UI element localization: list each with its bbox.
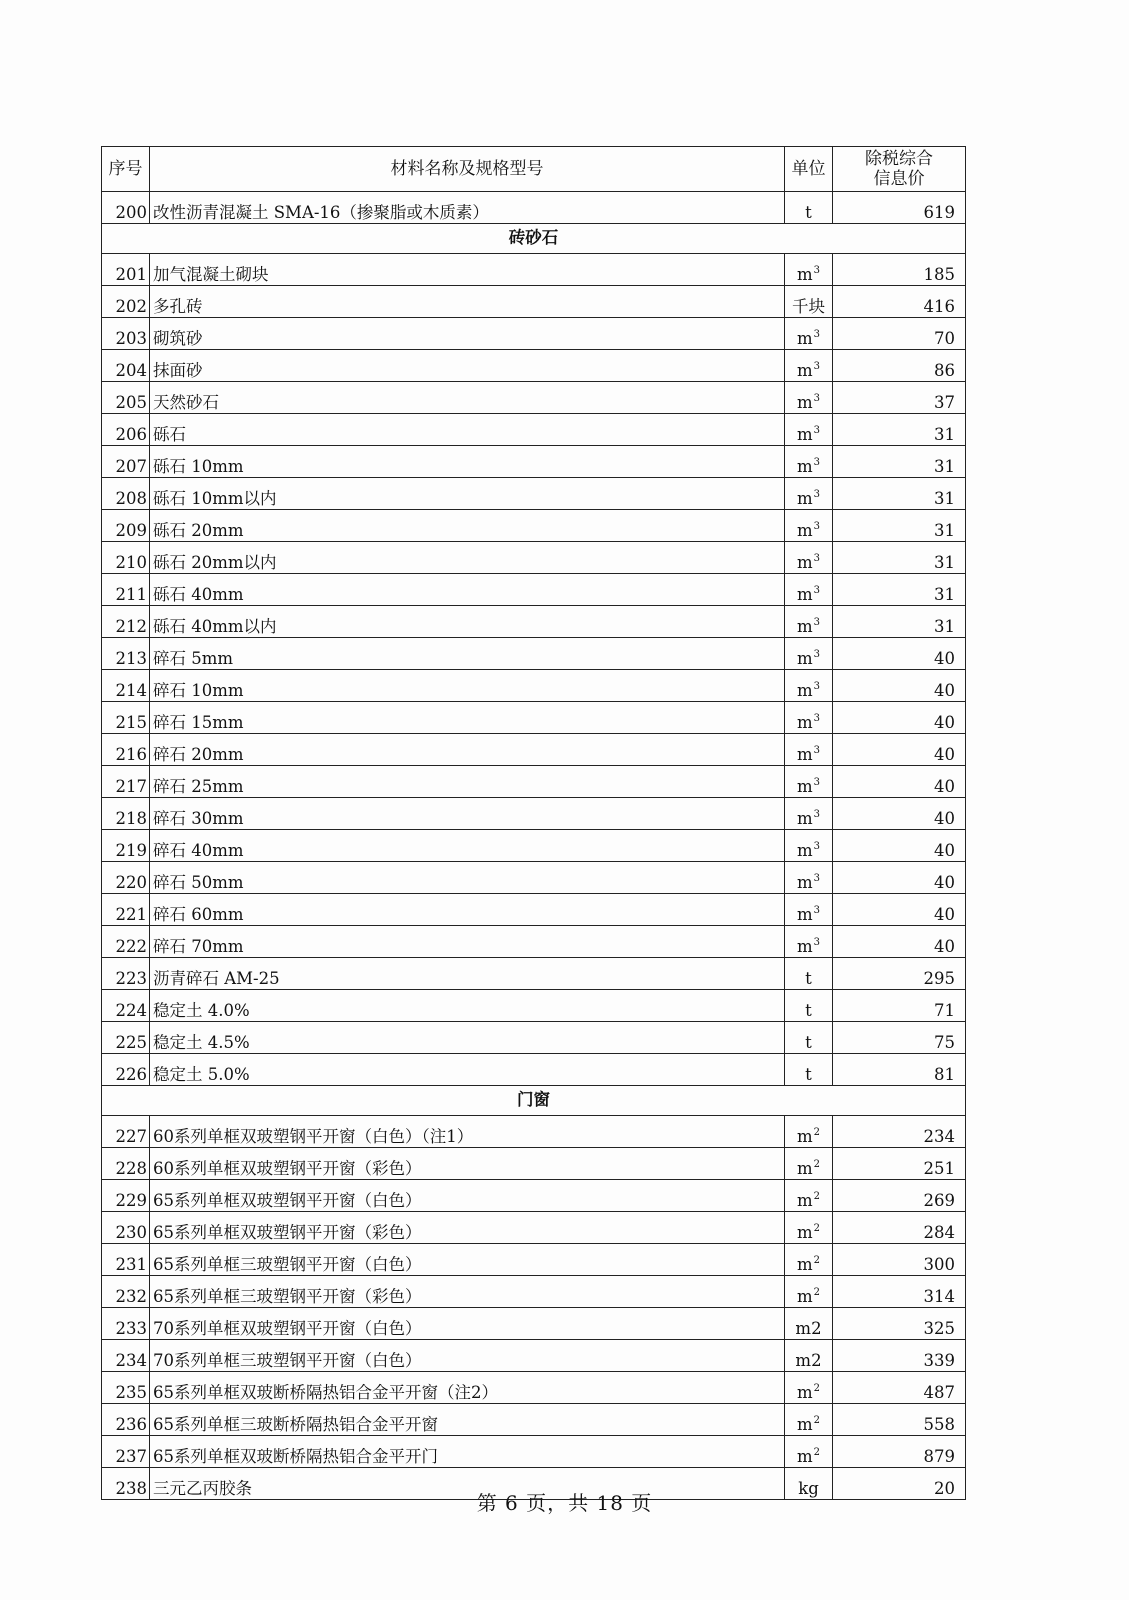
unit-text: m bbox=[796, 1126, 813, 1146]
unit-text: m bbox=[796, 584, 813, 604]
material-name: 70系列单框三玻塑钢平开窗（白色） bbox=[150, 1340, 785, 1372]
table-body bbox=[102, 192, 966, 1500]
price-value: 71 bbox=[833, 990, 966, 1022]
table-row bbox=[102, 1244, 966, 1276]
unit-exponent: 3 bbox=[813, 744, 821, 756]
unit-text: 千块 bbox=[792, 296, 825, 316]
row-number: 230 bbox=[102, 1212, 150, 1244]
unit-exponent: 3 bbox=[813, 776, 821, 788]
table-row bbox=[102, 990, 966, 1022]
table-row bbox=[102, 350, 966, 382]
table-row bbox=[102, 286, 966, 318]
material-name: 碎石 60mm bbox=[150, 894, 785, 926]
unit-exponent: 2 bbox=[813, 1382, 821, 1394]
price-value: 31 bbox=[833, 446, 966, 478]
table-row bbox=[102, 1212, 966, 1244]
section-row bbox=[102, 1086, 966, 1116]
price-value: 284 bbox=[833, 1212, 966, 1244]
price-value: 40 bbox=[833, 798, 966, 830]
material-name: 抹面砂 bbox=[150, 350, 785, 382]
material-name: 三元乙丙胶条 bbox=[150, 1468, 785, 1500]
unit-text: m bbox=[796, 616, 813, 636]
unit-exponent: 3 bbox=[813, 584, 821, 596]
table-row bbox=[102, 1180, 966, 1212]
row-number: 214 bbox=[102, 670, 150, 702]
unit-cell bbox=[785, 446, 833, 478]
unit-text: m bbox=[796, 392, 813, 412]
table-row bbox=[102, 318, 966, 350]
table-row bbox=[102, 414, 966, 446]
row-number: 204 bbox=[102, 350, 150, 382]
table-row bbox=[102, 766, 966, 798]
unit-cell bbox=[785, 542, 833, 574]
table-row bbox=[102, 1308, 966, 1340]
material-name: 砾石 bbox=[150, 414, 785, 446]
material-name: 砾石 10mm bbox=[150, 446, 785, 478]
unit-exponent: 3 bbox=[813, 872, 821, 884]
material-name: 碎石 5mm bbox=[150, 638, 785, 670]
row-number: 231 bbox=[102, 1244, 150, 1276]
material-name: 砾石 10mm以内 bbox=[150, 478, 785, 510]
header-name: 材料名称及规格型号 bbox=[150, 147, 785, 192]
row-number: 232 bbox=[102, 1276, 150, 1308]
unit-cell bbox=[785, 862, 833, 894]
row-number: 207 bbox=[102, 446, 150, 478]
unit-cell bbox=[785, 990, 833, 1022]
table-row bbox=[102, 1054, 966, 1086]
material-name: 改性沥青混凝土 SMA-16（掺聚脂或木质素） bbox=[150, 192, 785, 224]
row-number: 215 bbox=[102, 702, 150, 734]
unit-cell bbox=[785, 702, 833, 734]
header-price-line1: 除税综合 bbox=[865, 148, 933, 169]
material-name: 碎石 40mm bbox=[150, 830, 785, 862]
unit-cell bbox=[785, 958, 833, 990]
price-value: 31 bbox=[833, 414, 966, 446]
unit-cell bbox=[785, 1180, 833, 1212]
material-name: 稳定土 5.0% bbox=[150, 1054, 785, 1086]
unit-exponent: 2 bbox=[813, 1222, 821, 1234]
row-number: 226 bbox=[102, 1054, 150, 1086]
unit-cell bbox=[785, 734, 833, 766]
table-row bbox=[102, 894, 966, 926]
material-name: 60系列单框双玻塑钢平开窗（白色）（注1） bbox=[150, 1116, 785, 1148]
material-name: 砌筑砂 bbox=[150, 318, 785, 350]
price-value: 31 bbox=[833, 574, 966, 606]
row-number: 224 bbox=[102, 990, 150, 1022]
section-title: 砖砂石 bbox=[102, 224, 966, 254]
unit-cell bbox=[785, 1372, 833, 1404]
price-value: 70 bbox=[833, 318, 966, 350]
unit-cell bbox=[785, 254, 833, 286]
unit-exponent: 3 bbox=[813, 648, 821, 660]
row-number: 202 bbox=[102, 286, 150, 318]
row-number: 218 bbox=[102, 798, 150, 830]
unit-text: m bbox=[796, 712, 813, 732]
price-value: 75 bbox=[833, 1022, 966, 1054]
material-name: 砾石 40mm bbox=[150, 574, 785, 606]
material-name: 65系列单框三玻塑钢平开窗（彩色） bbox=[150, 1276, 785, 1308]
table-row bbox=[102, 446, 966, 478]
row-number: 219 bbox=[102, 830, 150, 862]
unit-cell bbox=[785, 414, 833, 446]
row-number: 228 bbox=[102, 1148, 150, 1180]
price-value: 314 bbox=[833, 1276, 966, 1308]
price-value: 40 bbox=[833, 734, 966, 766]
material-name: 碎石 15mm bbox=[150, 702, 785, 734]
price-value: 879 bbox=[833, 1436, 966, 1468]
unit-exponent: 3 bbox=[813, 424, 821, 436]
table-row bbox=[102, 574, 966, 606]
unit-exponent: 2 bbox=[813, 1126, 821, 1138]
unit-text: m bbox=[796, 328, 813, 348]
unit-text: m bbox=[796, 424, 813, 444]
unit-cell bbox=[785, 1148, 833, 1180]
unit-exponent: 3 bbox=[813, 520, 821, 532]
row-number: 200 bbox=[102, 192, 150, 224]
unit-cell bbox=[785, 1244, 833, 1276]
price-value: 558 bbox=[833, 1404, 966, 1436]
material-name: 稳定土 4.5% bbox=[150, 1022, 785, 1054]
unit-exponent: 3 bbox=[813, 616, 821, 628]
unit-text: m2 bbox=[795, 1350, 822, 1370]
table-row bbox=[102, 1148, 966, 1180]
row-number: 221 bbox=[102, 894, 150, 926]
unit-exponent: 2 bbox=[813, 1190, 821, 1202]
row-number: 236 bbox=[102, 1404, 150, 1436]
row-number: 227 bbox=[102, 1116, 150, 1148]
unit-text: m bbox=[796, 1446, 813, 1466]
unit-exponent: 3 bbox=[813, 904, 821, 916]
price-table bbox=[101, 146, 966, 1500]
unit-exponent: 3 bbox=[813, 328, 821, 340]
row-number: 237 bbox=[102, 1436, 150, 1468]
unit-cell bbox=[785, 1404, 833, 1436]
price-value: 251 bbox=[833, 1148, 966, 1180]
material-name: 沥青碎石 AM-25 bbox=[150, 958, 785, 990]
table-row bbox=[102, 1372, 966, 1404]
table-row bbox=[102, 862, 966, 894]
table-row bbox=[102, 254, 966, 286]
price-value: 31 bbox=[833, 510, 966, 542]
unit-cell bbox=[785, 638, 833, 670]
unit-cell bbox=[785, 1340, 833, 1372]
unit-exponent: 3 bbox=[813, 456, 821, 468]
unit-exponent: 2 bbox=[813, 1446, 821, 1458]
header-price-line2: 信息价 bbox=[873, 169, 925, 189]
page-number: 第 6 页，共 18 页 bbox=[476, 1491, 653, 1515]
unit-text: m bbox=[796, 1382, 813, 1402]
unit-cell bbox=[785, 670, 833, 702]
unit-exponent: 3 bbox=[813, 840, 821, 852]
row-number: 233 bbox=[102, 1308, 150, 1340]
material-name: 碎石 25mm bbox=[150, 766, 785, 798]
row-number: 203 bbox=[102, 318, 150, 350]
material-name: 砾石 40mm以内 bbox=[150, 606, 785, 638]
unit-cell bbox=[785, 574, 833, 606]
unit-cell bbox=[785, 350, 833, 382]
unit-cell bbox=[785, 894, 833, 926]
unit-exponent: 3 bbox=[813, 488, 821, 500]
price-value: 234 bbox=[833, 1116, 966, 1148]
unit-cell bbox=[785, 798, 833, 830]
unit-cell bbox=[785, 510, 833, 542]
unit-text: m bbox=[796, 1222, 813, 1242]
price-value: 40 bbox=[833, 670, 966, 702]
unit-text: m bbox=[796, 904, 813, 924]
unit-text: m bbox=[796, 360, 813, 380]
unit-text: m bbox=[796, 840, 813, 860]
unit-text: m bbox=[796, 744, 813, 764]
unit-cell bbox=[785, 830, 833, 862]
row-number: 234 bbox=[102, 1340, 150, 1372]
material-name: 砾石 20mm以内 bbox=[150, 542, 785, 574]
price-value: 300 bbox=[833, 1244, 966, 1276]
unit-text: m bbox=[796, 552, 813, 572]
row-number: 201 bbox=[102, 254, 150, 286]
price-value: 40 bbox=[833, 894, 966, 926]
header-no: 序号 bbox=[102, 147, 150, 192]
section-title: 门窗 bbox=[102, 1086, 966, 1116]
table-row bbox=[102, 542, 966, 574]
price-value: 40 bbox=[833, 702, 966, 734]
price-value: 31 bbox=[833, 606, 966, 638]
unit-cell bbox=[785, 1116, 833, 1148]
unit-exponent: 3 bbox=[813, 392, 821, 404]
unit-exponent: 2 bbox=[813, 1414, 821, 1426]
unit-exponent: 3 bbox=[813, 552, 821, 564]
unit-text: t bbox=[805, 968, 812, 988]
table-row bbox=[102, 670, 966, 702]
unit-exponent: 3 bbox=[813, 264, 821, 276]
price-value: 31 bbox=[833, 478, 966, 510]
unit-exponent: 2 bbox=[813, 1286, 821, 1298]
material-name: 60系列单框双玻塑钢平开窗（彩色） bbox=[150, 1148, 785, 1180]
material-name: 碎石 70mm bbox=[150, 926, 785, 958]
header-unit: 单位 bbox=[785, 147, 833, 192]
price-value: 325 bbox=[833, 1308, 966, 1340]
price-value: 31 bbox=[833, 542, 966, 574]
unit-text: m bbox=[796, 648, 813, 668]
unit-text: m bbox=[796, 520, 813, 540]
price-value: 185 bbox=[833, 254, 966, 286]
material-name: 65系列单框三玻断桥隔热铝合金平开窗 bbox=[150, 1404, 785, 1436]
price-value: 40 bbox=[833, 926, 966, 958]
unit-text: m bbox=[796, 264, 813, 284]
row-number: 235 bbox=[102, 1372, 150, 1404]
unit-text: m bbox=[796, 1254, 813, 1274]
row-number: 210 bbox=[102, 542, 150, 574]
unit-text: m bbox=[796, 488, 813, 508]
unit-cell bbox=[785, 1436, 833, 1468]
unit-text: m bbox=[796, 808, 813, 828]
material-name: 65系列单框双玻塑钢平开窗（彩色） bbox=[150, 1212, 785, 1244]
price-value: 37 bbox=[833, 382, 966, 414]
unit-exponent: 3 bbox=[813, 360, 821, 372]
unit-text: m bbox=[796, 776, 813, 796]
row-number: 223 bbox=[102, 958, 150, 990]
table-row bbox=[102, 830, 966, 862]
row-number: 213 bbox=[102, 638, 150, 670]
row-number: 206 bbox=[102, 414, 150, 446]
price-value: 295 bbox=[833, 958, 966, 990]
row-number: 209 bbox=[102, 510, 150, 542]
material-name: 多孔砖 bbox=[150, 286, 785, 318]
unit-cell bbox=[785, 478, 833, 510]
table-row bbox=[102, 192, 966, 224]
unit-text: t bbox=[805, 202, 812, 222]
table-row bbox=[102, 798, 966, 830]
price-value: 40 bbox=[833, 830, 966, 862]
unit-text: m2 bbox=[795, 1318, 822, 1338]
material-name: 65系列单框双玻断桥隔热铝合金平开门 bbox=[150, 1436, 785, 1468]
material-name: 天然砂石 bbox=[150, 382, 785, 414]
unit-exponent: 2 bbox=[813, 1254, 821, 1266]
unit-text: m bbox=[796, 1414, 813, 1434]
price-value: 487 bbox=[833, 1372, 966, 1404]
table-row bbox=[102, 702, 966, 734]
header-price bbox=[833, 147, 966, 192]
price-value: 269 bbox=[833, 1180, 966, 1212]
unit-text: m bbox=[796, 1190, 813, 1210]
material-name: 碎石 50mm bbox=[150, 862, 785, 894]
material-name: 65系列单框双玻断桥隔热铝合金平开窗（注2） bbox=[150, 1372, 785, 1404]
price-value: 339 bbox=[833, 1340, 966, 1372]
unit-text: m bbox=[796, 1286, 813, 1306]
unit-text: t bbox=[805, 1000, 812, 1020]
row-number: 211 bbox=[102, 574, 150, 606]
table-row bbox=[102, 478, 966, 510]
material-name: 65系列单框双玻塑钢平开窗（白色） bbox=[150, 1180, 785, 1212]
table-row bbox=[102, 958, 966, 990]
unit-exponent: 3 bbox=[813, 808, 821, 820]
price-value: 86 bbox=[833, 350, 966, 382]
unit-cell bbox=[785, 1022, 833, 1054]
table-row bbox=[102, 926, 966, 958]
unit-text: kg bbox=[798, 1478, 819, 1498]
unit-exponent: 3 bbox=[813, 680, 821, 692]
material-name: 碎石 20mm bbox=[150, 734, 785, 766]
table-row bbox=[102, 1022, 966, 1054]
unit-cell bbox=[785, 192, 833, 224]
price-value: 20 bbox=[833, 1468, 966, 1500]
unit-text: m bbox=[796, 680, 813, 700]
row-number: 225 bbox=[102, 1022, 150, 1054]
unit-text: m bbox=[796, 936, 813, 956]
table-row bbox=[102, 1340, 966, 1372]
unit-cell bbox=[785, 1054, 833, 1086]
unit-cell bbox=[785, 766, 833, 798]
table-row bbox=[102, 606, 966, 638]
unit-cell bbox=[785, 926, 833, 958]
price-value: 81 bbox=[833, 1054, 966, 1086]
unit-exponent: 3 bbox=[813, 712, 821, 724]
table-row bbox=[102, 1116, 966, 1148]
table-row bbox=[102, 1276, 966, 1308]
row-number: 217 bbox=[102, 766, 150, 798]
material-name: 70系列单框双玻塑钢平开窗（白色） bbox=[150, 1308, 785, 1340]
row-number: 238 bbox=[102, 1468, 150, 1500]
unit-text: m bbox=[796, 456, 813, 476]
row-number: 208 bbox=[102, 478, 150, 510]
table-row bbox=[102, 734, 966, 766]
unit-text: t bbox=[805, 1064, 812, 1084]
row-number: 229 bbox=[102, 1180, 150, 1212]
row-number: 222 bbox=[102, 926, 150, 958]
table-header-row bbox=[102, 147, 966, 192]
table-row bbox=[102, 638, 966, 670]
price-value: 40 bbox=[833, 862, 966, 894]
unit-cell bbox=[785, 1212, 833, 1244]
price-value: 619 bbox=[833, 192, 966, 224]
unit-exponent: 3 bbox=[813, 936, 821, 948]
price-value: 416 bbox=[833, 286, 966, 318]
unit-cell bbox=[785, 1308, 833, 1340]
row-number: 212 bbox=[102, 606, 150, 638]
material-name: 碎石 10mm bbox=[150, 670, 785, 702]
material-name: 65系列单框三玻塑钢平开窗（白色） bbox=[150, 1244, 785, 1276]
section-row bbox=[102, 224, 966, 254]
row-number: 220 bbox=[102, 862, 150, 894]
unit-text: t bbox=[805, 1032, 812, 1052]
price-value: 40 bbox=[833, 766, 966, 798]
unit-cell bbox=[785, 1276, 833, 1308]
row-number: 216 bbox=[102, 734, 150, 766]
unit-cell bbox=[785, 318, 833, 350]
table-row bbox=[102, 1436, 966, 1468]
row-number: 205 bbox=[102, 382, 150, 414]
unit-exponent: 2 bbox=[813, 1158, 821, 1170]
price-value: 40 bbox=[833, 638, 966, 670]
unit-cell bbox=[785, 382, 833, 414]
material-name: 稳定土 4.0% bbox=[150, 990, 785, 1022]
material-name: 碎石 30mm bbox=[150, 798, 785, 830]
unit-cell bbox=[785, 286, 833, 318]
table-row bbox=[102, 510, 966, 542]
table-row bbox=[102, 1404, 966, 1436]
unit-text: m bbox=[796, 872, 813, 892]
material-name: 砾石 20mm bbox=[150, 510, 785, 542]
material-name: 加气混凝土砌块 bbox=[150, 254, 785, 286]
unit-cell bbox=[785, 606, 833, 638]
unit-text: m bbox=[796, 1158, 813, 1178]
table-row bbox=[102, 382, 966, 414]
